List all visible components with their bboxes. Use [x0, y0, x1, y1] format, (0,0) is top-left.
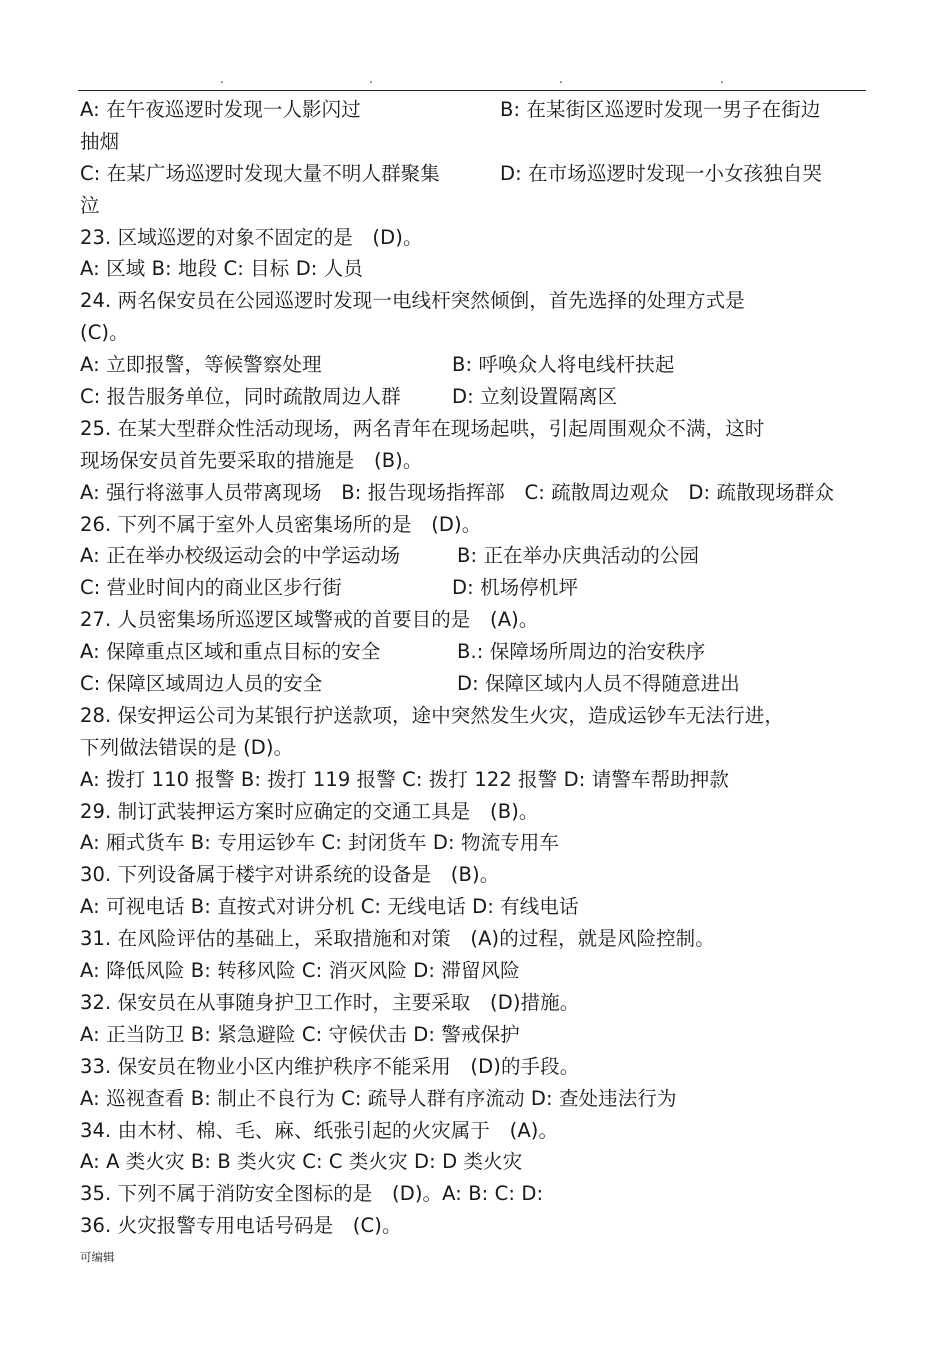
- line-text: A: 降低风险 B: 转移风险 C: 消灭风险 D: 滞留风险: [80, 959, 520, 983]
- text-line: [80, 668, 880, 700]
- header-dot: .: [720, 72, 724, 86]
- text-line: [80, 636, 880, 668]
- line-text: 27. 人员密集场所巡逻区域警戒的首要目的是 (A)。: [80, 608, 539, 632]
- line-text: A: 正当防卫 B: 紧急避险 C: 守候伏击 D: 警戒保护: [80, 1022, 520, 1046]
- text-line: [80, 859, 880, 891]
- text-line: [80, 572, 880, 604]
- line-text: A: 拨打 110 报警 B: 拨打 119 报警 C: 拨打 122 报警 D: 请警车帮助押款: [80, 767, 729, 791]
- text-line: [80, 222, 880, 254]
- header-dot: .: [369, 72, 373, 86]
- line-text: 33. 保安员在物业小区内维护秩序不能采用 (D)的手段。: [80, 1054, 580, 1078]
- text-line: [80, 891, 880, 923]
- line-text-column-2: B: 在某街区巡逻时发现一男子在街边: [500, 98, 821, 121]
- line-text: A: 在午夜巡逻时发现一人影闪过: [80, 98, 361, 121]
- text-line: [80, 509, 880, 541]
- line-text: A: 厢式货车 B: 专用运钞车 C: 封闭货车 D: 物流专用车: [80, 831, 559, 855]
- line-text: A: 强行将滋事人员带离现场 B: 报告现场指挥部 C: 疏散周边观众 D: 疏散现场群众: [80, 480, 835, 504]
- line-text: A: 保障重点区域和重点目标的安全: [80, 640, 381, 664]
- text-line: [80, 1083, 880, 1115]
- text-line: [80, 349, 880, 381]
- text-line: [80, 126, 880, 158]
- text-line: [80, 158, 880, 190]
- line-text: 泣: [80, 193, 100, 217]
- line-text-column-2: D: 机场停机坪: [452, 576, 579, 600]
- line-text: 23. 区域巡逻的对象不固定的是 (D)。: [80, 225, 423, 249]
- header-dot: .: [559, 72, 563, 86]
- document-body: [80, 94, 880, 1242]
- text-line: [80, 1115, 880, 1147]
- line-text: 现场保安员首先要采取的措施是 (B)。: [80, 448, 423, 472]
- line-text: C: 在某广场巡逻时发现大量不明人群聚集: [80, 161, 440, 185]
- line-text: A: 可视电话 B: 直按式对讲分机 C: 无线电话 D: 有线电话: [80, 895, 579, 919]
- line-text: 32. 保安员在从事随身护卫工作时，主要采取 (D)措施。: [80, 990, 580, 1014]
- text-line: [80, 94, 880, 126]
- text-line: [80, 540, 880, 572]
- text-line: [80, 987, 880, 1019]
- line-text: 34. 由木材、棉、毛、麻、纸张引起的火灾属于 (A)。: [80, 1118, 559, 1142]
- text-line: [80, 1210, 880, 1242]
- line-text-column-2: B: 呼唤众人将电线杆扶起: [452, 353, 675, 377]
- header-rule: [78, 90, 866, 91]
- line-text: 26. 下列不属于室外人员密集场所的是 (D)。: [80, 512, 482, 536]
- text-line: [80, 955, 880, 987]
- line-text: A: 正在举办校级运动会的中学运动场: [80, 544, 401, 568]
- line-text: 31. 在风险评估的基础上，采取措施和对策 (A)的过程，就是风险控制。: [80, 927, 715, 951]
- line-text-column-2: D: 立刻设置隔离区: [452, 385, 618, 409]
- line-text: A: 立即报警，等候警察处理: [80, 353, 322, 377]
- line-text: C: 保障区域周边人员的安全: [80, 672, 323, 696]
- text-line: [80, 253, 880, 285]
- text-line: [80, 923, 880, 955]
- text-line: [80, 317, 880, 349]
- line-text: 抽烟: [80, 129, 120, 153]
- line-text: 36. 火灾报警专用电话号码是 (C)。: [80, 1214, 402, 1238]
- line-text: 25. 在某大型群众性活动现场，两名青年在现场起哄，引起周围观众不满，这时: [80, 416, 765, 440]
- text-line: [80, 764, 880, 796]
- text-line: [80, 445, 880, 477]
- text-line: [80, 285, 880, 317]
- text-line: [80, 1051, 880, 1083]
- line-text: C: 报告服务单位，同时疏散周边人群: [80, 385, 401, 409]
- text-line: [80, 700, 880, 732]
- line-text-column-2: D: 在市场巡逻时发现一小女孩独自哭: [500, 161, 823, 185]
- line-text-column-2: B.: 保障场所周边的治安秩序: [457, 640, 706, 664]
- line-text-column-2: B: 正在举办庆典活动的公园: [457, 544, 700, 568]
- footer-note: 可编辑: [80, 1250, 115, 1264]
- text-line: [80, 413, 880, 445]
- line-text: 30. 下列设备属于楼宇对讲系统的设备是 (B)。: [80, 863, 500, 887]
- line-text: A: 巡视查看 B: 制止不良行为 C: 疏导人群有序流动 D: 查处违法行为: [80, 1086, 677, 1110]
- line-text-column-2: D: 保障区域内人员不得随意进出: [457, 672, 740, 696]
- line-text: A: 区域 B: 地段 C: 目标 D: 人员: [80, 257, 363, 281]
- text-line: [80, 604, 880, 636]
- line-text: 下列做法错误的是 (D)。: [80, 735, 294, 759]
- line-text: 29. 制订武装押运方案时应确定的交通工具是 (B)。: [80, 799, 539, 823]
- text-line: [80, 732, 880, 764]
- text-line: [80, 1019, 880, 1051]
- text-line: [80, 1146, 880, 1178]
- line-text: 28. 保安押运公司为某银行护送款项，途中突然发生火灾，造成运钞车无法行进，: [80, 703, 785, 727]
- text-line: [80, 1178, 880, 1210]
- line-text: 35. 下列不属于消防安全图标的是 (D)。A: B: C: D:: [80, 1182, 544, 1206]
- header-dot: .: [220, 72, 224, 86]
- line-text: 24. 两名保安员在公园巡逻时发现一电线杆突然倾倒，首先选择的处理方式是: [80, 289, 745, 313]
- line-text: A: A 类火灾 B: B 类火灾 C: C 类火灾 D: D 类火灾: [80, 1150, 523, 1174]
- line-text: C: 营业时间内的商业区步行街: [80, 576, 342, 600]
- line-text: (C)。: [80, 321, 129, 345]
- text-line: [80, 381, 880, 413]
- text-line: [80, 477, 880, 509]
- text-line: [80, 796, 880, 828]
- text-line: [80, 190, 880, 222]
- text-line: [80, 827, 880, 859]
